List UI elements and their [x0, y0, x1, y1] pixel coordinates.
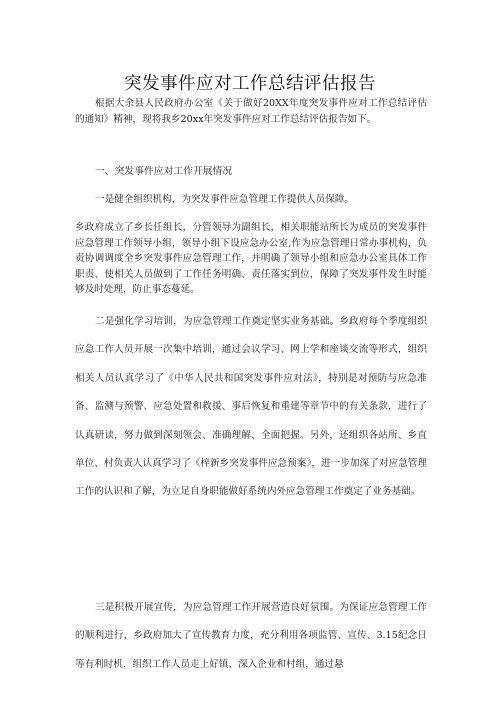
point-3-paragraph: 三是积极开展宣传，为应急管理工作开展营造良好氛围。为保证应急管理工作的顺利进行，乡政府加大了宣传教育力度，充分利用各项监管、宣传、3.15纪念日等有利时机，组织工作人员走上好镇、深入企业和村组，通过悬	[75, 602, 427, 670]
section-1-heading: 一、突发事件应对工作开展情况	[95, 166, 233, 177]
point-1-heading: 一是健全组织机构，为突发事件应急管理工作提供人员保障。	[95, 194, 355, 205]
intro-paragraph: 根据大余县人民政府办公室《关于做好20XX年度突发事件应对工作总结评估的通知》精神，现将我乡20xx年突发事件应对工作总结评估报告如下。	[75, 98, 427, 125]
point-1-body: 乡政府成立了乡长任组长，分管领导为副组长，相关职能站所长为成员的突发事件应急管理工作领导小组，领导小组下设应急办公室,作为应急管理日常办事机构，负责协调调度全乡突发事件应急管理工作，并明确了领导小组和应急办公室具体工作职责，使相关人员做到了工作任务明确、责任落实到位，保障了突发事件发生时能够及时处理，防止事态蔓延。	[75, 222, 427, 296]
point-2-paragraph: 二是强化学习培训，为应急管理工作奠定坚实业务基础。乡政府每个季度组织应急工作人员开展一次集中培训，通过会议学习、网上学和座谈交流等形式，组织相关人员认真学习了《中华人民共和国突发事件应对法》，特别是对预防与应急准备、监测与预警、应急处置和救援、事后恢复和重建等章节中的有关条款，进行了认真研读，努力做到深刻领会、准确理解、全面把握。另外，还组织各站所、乡直单位、村负责人认真学习了《梓新乡突发事件应急预案》，进一步加深了对应急管理工作的认识和了解，为立足自身职能做好系统内外应急管理工作奠定了业务基础。	[75, 316, 427, 498]
document-title: 突发事件应对工作总结评估报告	[124, 74, 376, 94]
